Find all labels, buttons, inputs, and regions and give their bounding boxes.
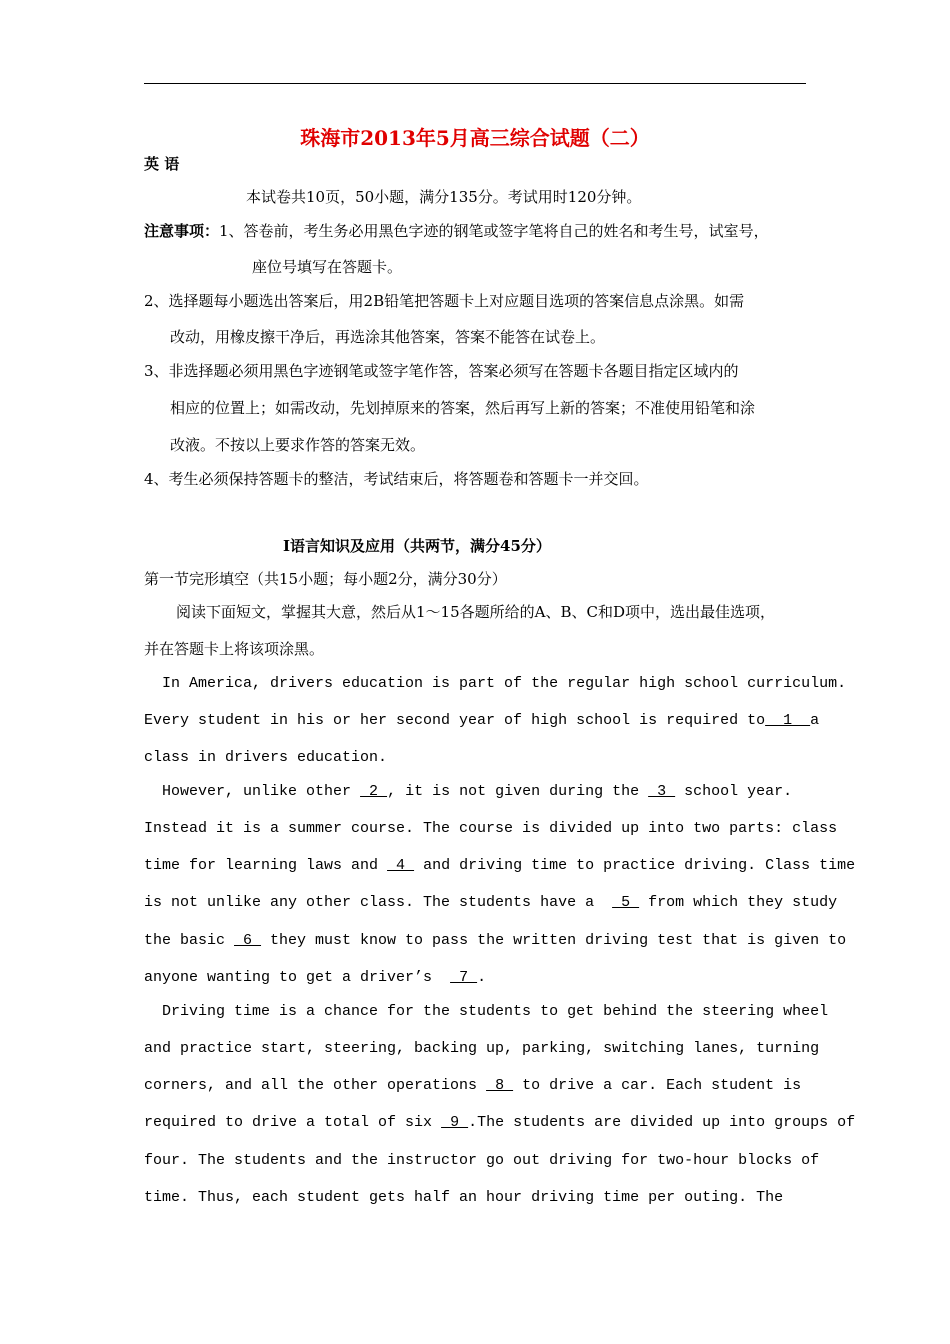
passage-line: time. Thus, each student gets half an hour driving time per outing. The: [144, 1189, 784, 1206]
subject-label: 英 语: [144, 155, 180, 173]
passage-text: corners, and all the other operations: [144, 1077, 487, 1094]
passage-text: to drive a car. Each student is: [513, 1077, 802, 1094]
passage-text: required to drive a total of six: [144, 1114, 442, 1131]
instructions-cont: 并在答题卡上将该项涂黑。: [144, 640, 325, 658]
notes-item-1-text: 1、答卷前，考生务必用黑色字迹的钢笔或签字笔将自己的姓名和考生号，试室号，: [219, 222, 769, 240]
blank-9: 9: [441, 1114, 469, 1131]
notes-item-3: 3、非选择题必须用黑色字迹钢笔或签字笔作答，答案必须写在答题卡各题目指定区域内的: [144, 362, 739, 380]
passage-text: Every student in his or her second year of high school is required to: [144, 712, 766, 729]
passage-text: a: [810, 712, 820, 729]
passage-text: .The students are divided up into groups of: [468, 1114, 856, 1131]
blank-1: 1: [765, 712, 811, 729]
passage-text: the basic: [144, 932, 235, 949]
top-rule: [144, 83, 806, 84]
passage-text: and driving time to practice driving. Class time: [414, 857, 856, 874]
blank-7: 7: [450, 969, 478, 986]
passage-line: [144, 1113, 855, 1133]
exam-intro: 本试卷共10页，50小题，满分135分。考试用时120分钟。: [246, 188, 642, 206]
passage-text: time for learning laws and: [144, 857, 388, 874]
notes-item-2: 2、选择题每小题选出答案后，用2B铅笔把答题卡上对应题目选项的答案信息点涂黑。如需: [144, 292, 745, 310]
passage-line: [144, 711, 819, 731]
instructions: 阅读下面短文，掌握其大意，然后从1～15各题所给的A、B、C和D项中，选出最佳选项，: [176, 603, 775, 621]
passage-line: [144, 782, 792, 802]
passage-line: In America, drivers education is part of the regular high school curriculum.: [144, 675, 847, 692]
passage-line: [144, 856, 855, 876]
passage-text: is not unlike any other class. The students have a: [144, 894, 613, 911]
passage-text: , it is not given during the: [387, 783, 649, 800]
notes-item-3-cont-1: 相应的位置上；如需改动，先划掉原来的答案，然后再写上新的答案；不准使用铅笔和涂: [170, 399, 756, 417]
notes-item-3-cont-2: 改液。不按以上要求作答的答案无效。: [170, 436, 426, 454]
passage-line: four. The students and the instructor go out driving for two-hour blocks of: [144, 1152, 820, 1169]
passage-text: school year.: [675, 783, 793, 800]
passage-text: anyone wanting to get a driver’s: [144, 969, 451, 986]
section-heading: I语言知识及应用（共两节，满分45分）: [283, 537, 551, 555]
passage-line: and practice start, steering, backing up, parking, switching lanes, turning: [144, 1040, 820, 1057]
blank-4: 4: [387, 857, 415, 874]
passage-line: [144, 1076, 801, 1096]
blank-2: 2: [360, 783, 388, 800]
passage-text: However, unlike other: [144, 783, 361, 800]
blank-3: 3: [648, 783, 676, 800]
blank-5: 5: [612, 894, 640, 911]
part-heading: 第一节完形填空（共15小题；每小题2分，满分30分）: [144, 570, 507, 588]
notes-item-1-cont: 座位号填写在答题卡。: [252, 258, 403, 276]
notes-item-1: [144, 221, 769, 241]
passage-line: [144, 931, 846, 951]
passage-text: they must know to pass the written driving test that is given to: [261, 932, 847, 949]
passage-line: [144, 893, 837, 913]
passage-text: .: [477, 969, 487, 986]
passage-text: from which they study: [639, 894, 838, 911]
passage-line: class in drivers education.: [144, 749, 388, 766]
blank-6: 6: [234, 932, 262, 949]
passage-line: [144, 968, 486, 988]
passage-line: Driving time is a chance for the students to get behind the steering wheel: [144, 1003, 829, 1020]
passage-line: Instead it is a summer course. The course is divided up into two parts: class: [144, 820, 838, 837]
blank-8: 8: [486, 1077, 514, 1094]
exam-title: 珠海市2013年5月高三综合试题（二）: [300, 126, 650, 150]
notes-item-2-cont: 改动，用橡皮擦干净后，再选涂其他答案，答案不能答在试卷上。: [170, 328, 606, 346]
notes-label: 注意事项：: [144, 222, 220, 240]
notes-item-4: 4、考生必须保持答题卡的整洁，考试结束后，将答题卷和答题卡一并交回。: [144, 470, 649, 488]
